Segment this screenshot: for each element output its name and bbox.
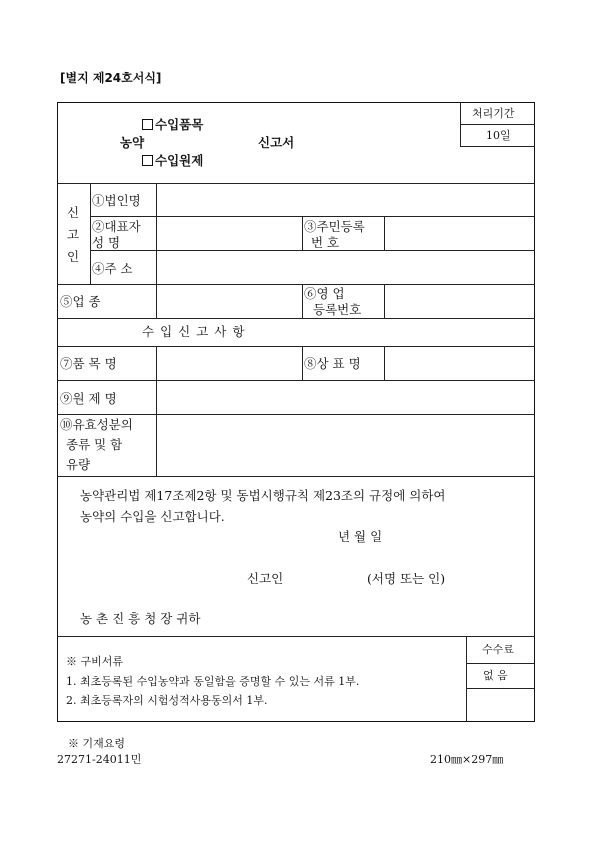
title-report: 신고서 [258, 135, 295, 150]
ingredient-label-1: ⑩유효성분의 [60, 417, 133, 432]
column-divider [302, 216, 303, 250]
fee-divider [466, 663, 535, 664]
addressee: 농 촌 진 흥 청 장 귀하 [80, 611, 201, 626]
processing-period-value: 10일 [486, 129, 511, 142]
applicant-label-3: 인 [67, 249, 80, 264]
declaration-date: 년 월 일 [338, 529, 383, 544]
rep-name-label-1: ②대표자 [92, 219, 141, 234]
fee-label: 수수료 [482, 643, 514, 656]
reg-no-label-1: ③주민등록 [304, 219, 365, 234]
raw-material-label: ⑨원 제 명 [60, 391, 117, 406]
signature-note: (서명 또는 인) [367, 571, 446, 586]
ingredient-label-2: 종류 및 함 [66, 437, 123, 452]
reg-no-label-2: 번 호 [311, 235, 340, 250]
reg-no-field[interactable] [385, 217, 534, 249]
row-divider [57, 636, 535, 637]
applicant-label-2: 고 [67, 227, 80, 242]
address-label: ④주 소 [92, 261, 133, 276]
business-reg-label-1: ⑥영 업 [304, 286, 345, 301]
business-reg-field[interactable] [385, 285, 534, 317]
declaration-line-2: 농약의 수입을 신고합니다. [80, 509, 225, 524]
row-divider [57, 318, 535, 319]
raw-material-field[interactable] [157, 381, 534, 413]
checkbox-icon[interactable] [142, 119, 153, 130]
signer-label: 신고인 [247, 571, 284, 586]
option-import-product[interactable]: 수입품목 [142, 118, 203, 132]
ingredient-field[interactable] [157, 415, 534, 475]
business-reg-label-2: 등록번호 [313, 302, 362, 317]
fee-value: 없 음 [483, 669, 508, 682]
corp-name-label: ①법인명 [92, 193, 141, 208]
business-type-field[interactable] [157, 285, 301, 317]
attachment-item-2: 2. 최초등록자의 시험성적사용동의서 1부. [66, 694, 268, 707]
checkbox-icon[interactable] [142, 155, 153, 166]
column-divider [302, 346, 303, 380]
paper-size: 210㎜×297㎜ [430, 753, 504, 766]
processing-border [460, 102, 461, 146]
brand-name-label: ⑧상 표 명 [304, 356, 361, 371]
address-field[interactable] [157, 251, 534, 283]
attachments-title: ※ 구비서류 [66, 655, 124, 668]
column-divider [302, 284, 303, 318]
processing-divider [460, 124, 535, 125]
form-code: 27271-24011민 [57, 753, 142, 766]
corp-name-field[interactable] [157, 184, 534, 215]
form-number: [별지 제24호서식] [60, 71, 162, 85]
rep-name-field[interactable] [157, 217, 301, 249]
brand-name-field[interactable] [385, 347, 534, 379]
applicant-label-1: 신 [67, 205, 80, 220]
processing-divider [460, 146, 535, 147]
processing-period-label: 처리기간 [472, 107, 515, 120]
product-name-label: ⑦품 목 명 [60, 356, 117, 371]
title-pesticide: 농약 [120, 135, 145, 150]
declaration-line-1: 농약관리법 제17조제2항 및 동법시행규칙 제23조의 규정에 의하여 [80, 488, 446, 503]
business-type-label: ⑤업 종 [60, 294, 101, 309]
entry-guide-note: ※ 기재요령 [68, 737, 126, 750]
ingredient-label-3: 유량 [66, 457, 91, 472]
fee-border [466, 636, 467, 722]
section-title: 수입신고사항 [142, 324, 251, 339]
attachment-item-1: 1. 최초등록된 수입농약과 동일함을 증명할 수 있는 서류 1부. [66, 675, 360, 688]
row-divider [57, 476, 535, 477]
option-import-raw[interactable]: 수입원제 [142, 154, 203, 168]
fee-divider [466, 688, 535, 689]
rep-name-label-2: 성 명 [92, 235, 121, 250]
column-divider [90, 183, 91, 284]
product-name-field[interactable] [157, 347, 301, 379]
